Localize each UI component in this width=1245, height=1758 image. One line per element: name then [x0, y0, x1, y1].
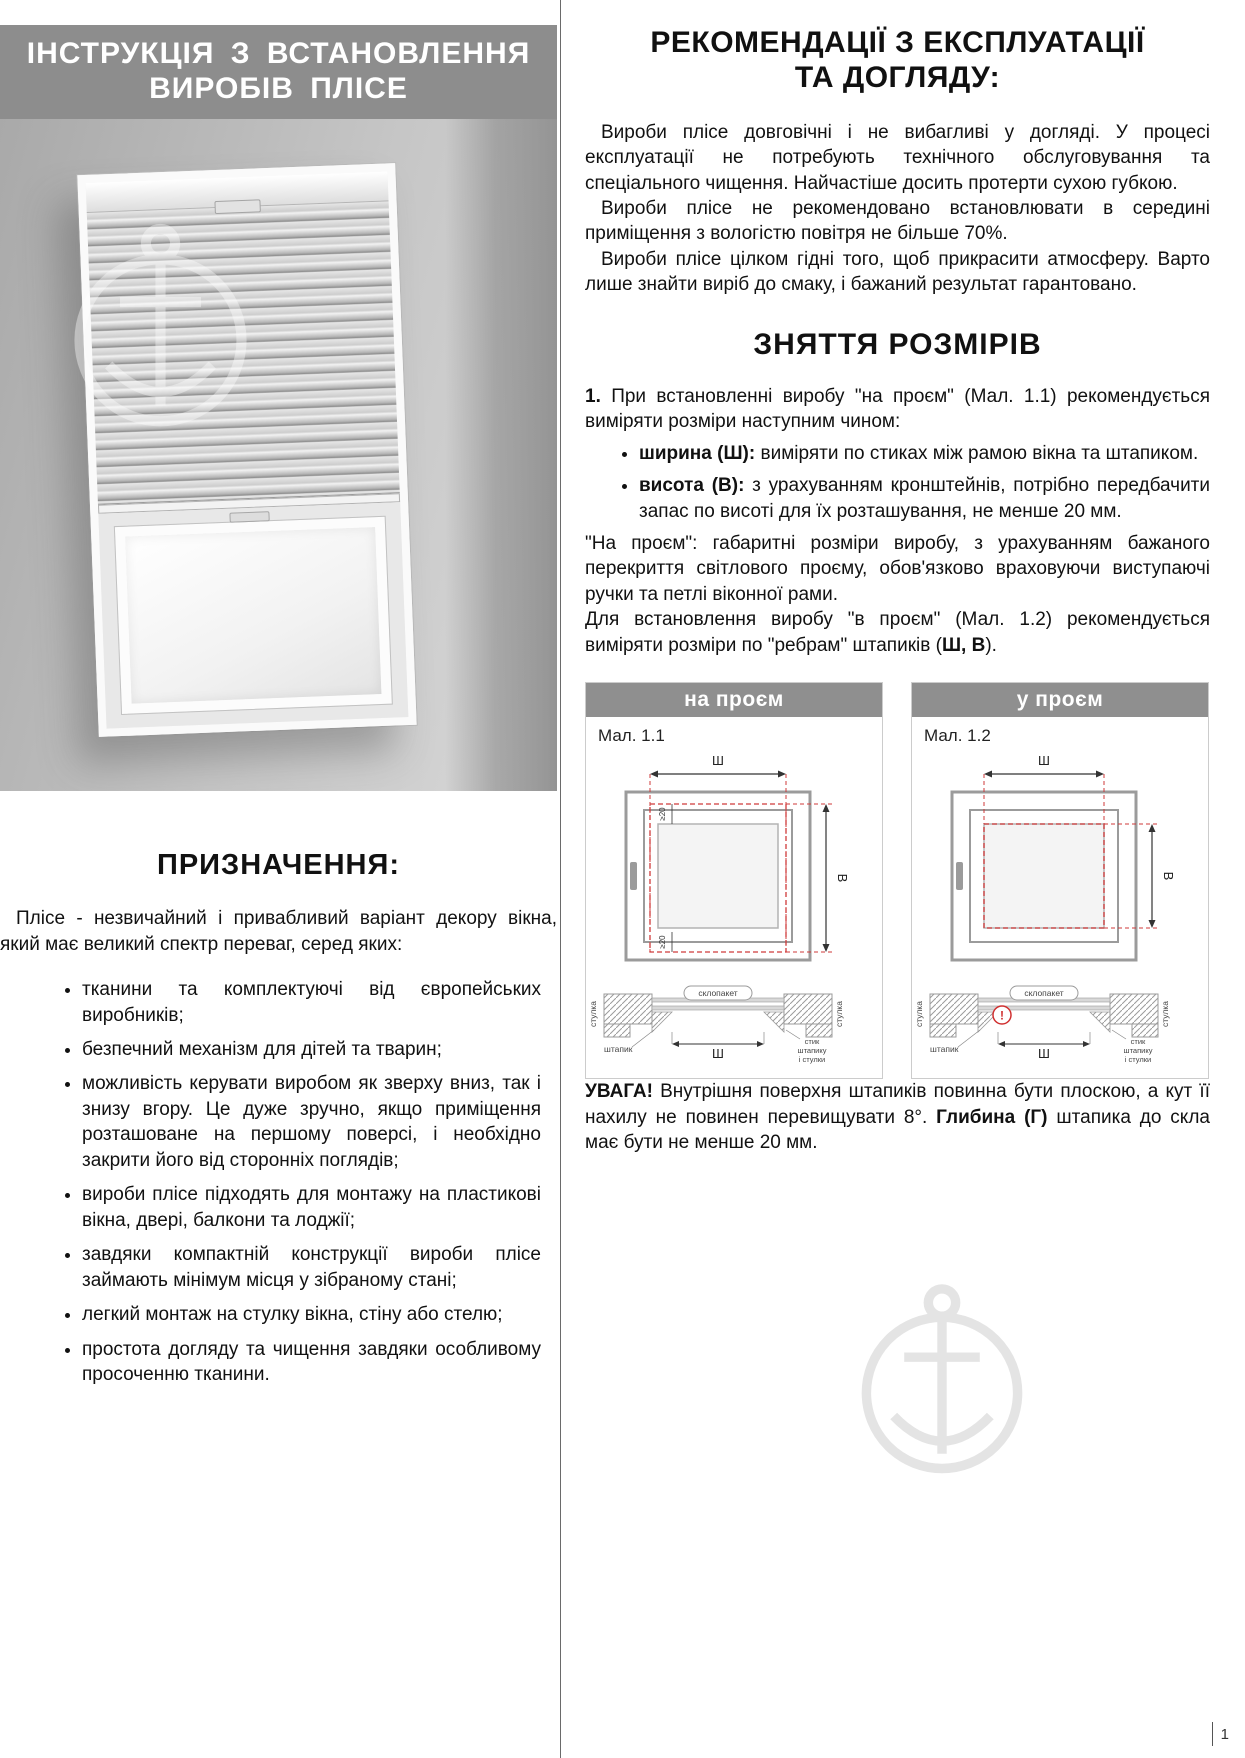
diagram-header-na-proem: на проєм	[586, 683, 882, 717]
list-item: • вироби плісе підходять для монтажу на пластикові вікна, двері, балкони та лоджії;	[82, 1182, 541, 1233]
care-title	[585, 26, 1210, 96]
warning-paragraph	[585, 1079, 1210, 1155]
dim-gte20-bottom: ≥20	[658, 935, 667, 949]
figure-label-1-2: Мал. 1.2	[924, 726, 991, 746]
joint-label-3: і стулки	[798, 1055, 826, 1065]
na-proem-paragraph: "На проєм": габаритні розміри виробу, з урахуванням бажаного перекриття світлового проєму, обов'язково враховуючи виступаючі ручки та петлі віконної рами.	[585, 533, 1210, 605]
width-definition: виміряти по стиках між рамою вікна та штапиком.	[755, 442, 1199, 464]
sash-label-right: стулка	[834, 1001, 844, 1028]
care-paragraph-2: Вироби плісе не рекомендовано встановлювати в середині приміщення з вологістю повітря не більше 70%.	[585, 197, 1210, 245]
page-number-divider	[1212, 1722, 1213, 1746]
sash-label-left: стулка	[914, 1001, 924, 1028]
column-divider	[560, 0, 561, 1758]
diagram-panel-na-proem	[585, 682, 883, 1079]
sash-handle-tab	[229, 511, 269, 523]
sash-label-left: стулка	[588, 1001, 598, 1028]
right-column	[585, 0, 1210, 1156]
bead-label: штапик	[604, 1044, 633, 1055]
purpose-intro: Плісе - незвичайний і привабливий варіант декору вікна, який має великий спектр переваг, серед яких:	[0, 908, 557, 955]
purpose-bullet-list	[60, 977, 541, 1387]
v-proem-paragraph	[585, 607, 1210, 658]
window-illustration	[77, 163, 416, 737]
diagram-na-proem-drawing	[586, 746, 882, 1078]
warning-text-b: штапика до скла має бути не менше 20 мм.	[585, 1106, 1210, 1154]
pleated-blind	[87, 202, 400, 505]
measure-item-width	[639, 441, 1210, 466]
left-header-banner	[0, 25, 557, 119]
measure-item-height	[639, 473, 1210, 524]
glazing-label: склопакет	[1024, 988, 1064, 999]
left-header-line2: ВИРОБІВ ПЛІСЕ	[149, 72, 408, 106]
sash-label-right: стулка	[1160, 1001, 1170, 1028]
window-glass	[115, 517, 392, 714]
v-proem-text-a: Для встановлення виробу "в проєм" (Мал. 1.2) рекомендується виміряти розміри по "ребрам" штапиків (	[585, 609, 1210, 656]
measure-bullet-list	[613, 441, 1210, 524]
window-sash	[98, 502, 408, 728]
measure-step-1	[585, 384, 1210, 435]
dim-height-label: В	[835, 873, 850, 883]
care-title-line1: РЕКОМЕНДАЦІЇ З ЕКСПЛУАТАЦІЇ	[650, 26, 1145, 59]
v-proem-dims: Ш, В	[941, 634, 986, 656]
v-proem-text-b: ).	[985, 634, 997, 656]
left-column	[0, 0, 557, 1396]
diagram-header-u-proem: у проєм	[912, 683, 1208, 717]
brand-watermark-icon	[837, 1248, 1047, 1500]
diagram-panel-u-proem	[911, 682, 1209, 1079]
height-term: висота (В):	[639, 475, 745, 497]
blind-handle-tab	[214, 199, 260, 214]
warning-word: УВАГА!	[585, 1081, 653, 1103]
figure-label-1-1: Мал. 1.1	[598, 726, 665, 746]
care-title-line2: ТА ДОГЛЯДУ:	[794, 60, 1001, 94]
dim-gte20-top: ≥20	[658, 807, 667, 821]
care-paragraph-3: Вироби плісе цілком гідні того, щоб прикрасити атмосферу. Варто лише знайти виріб до смаку, і бажаний результат гарантовано.	[585, 248, 1210, 296]
wall-reveal-shading	[445, 119, 557, 791]
diagram-u-proem-drawing	[912, 746, 1208, 1078]
list-item: • тканини та комплектуючі від європейських виробників;	[82, 977, 541, 1028]
care-paragraph-1: Вироби плісе довговічні і не вибагливі у догляді. У процесі експлуатації не потребують технічного обслуговування та спеціального чищення. Найчастіше досить протерти сухою губкою.	[585, 121, 1210, 194]
height-definition: з урахуванням кронштейнів, потрібно передбачити запас по висоті для їх розташування, не менше 20 мм.	[639, 475, 1211, 522]
dim-width-label: Ш	[1038, 753, 1050, 769]
joint-label-3: і стулки	[1124, 1055, 1152, 1065]
joint-label-2: штапику	[1123, 1046, 1153, 1056]
purpose-title: ПРИЗНАЧЕННЯ:	[157, 849, 400, 882]
section-width-label: Ш	[712, 1046, 724, 1062]
page-number-value: 1	[1220, 1725, 1229, 1743]
list-item: • легкий монтаж на стулку вікна, стіну або стелю;	[82, 1302, 541, 1327]
left-header-line1: ІНСТРУКЦІЯ З ВСТАНОВЛЕННЯ	[26, 37, 531, 70]
list-item: • завдяки компактній конструкції вироби плісе займають мінімум місця у зібраному стані;	[82, 1242, 541, 1293]
dim-width-label: Ш	[712, 753, 724, 769]
product-photo	[0, 119, 557, 791]
measure-title: ЗНЯТТЯ РОЗМІРІВ	[753, 327, 1042, 361]
depth-term: Глибина (Г)	[936, 1106, 1048, 1128]
joint-label-1: стик	[1130, 1037, 1146, 1047]
section-width-label: Ш	[1038, 1046, 1050, 1062]
bead-label: штапик	[930, 1044, 959, 1055]
joint-label-2: штапику	[797, 1046, 827, 1056]
alert-icon: !	[1000, 1008, 1004, 1023]
glazing-label: склопакет	[698, 988, 738, 999]
width-term: ширина (Ш):	[639, 442, 756, 464]
joint-label-1: стик	[804, 1037, 820, 1047]
list-item: • простота догляду та чищення завдяки особливому просоченню тканини.	[82, 1337, 541, 1388]
list-item: • можливість керувати виробом як зверху вниз, так і знизу вгору. Це дуже зручно, якщо приміщення розташоване на першому поверсі, і необхідно закрити його від сторонніх поглядів;	[82, 1071, 541, 1173]
measurement-diagrams	[585, 682, 1210, 1079]
dim-height-label: В	[1161, 871, 1176, 881]
measure-step-number: 1.	[585, 385, 601, 407]
list-item: • безпечний механізм для дітей та тварин;	[82, 1037, 541, 1062]
warning-text-a: Внутрішня поверхня штапиків повинна бути плоскою, а кут її нахилу не повинен перевищувати 8°.	[585, 1081, 1210, 1128]
measure-step-text: При встановленні виробу "на проєм" (Мал. 1.1) рекомендується виміряти розміри наступним чином:	[585, 385, 1210, 433]
page-number	[1212, 1722, 1229, 1746]
